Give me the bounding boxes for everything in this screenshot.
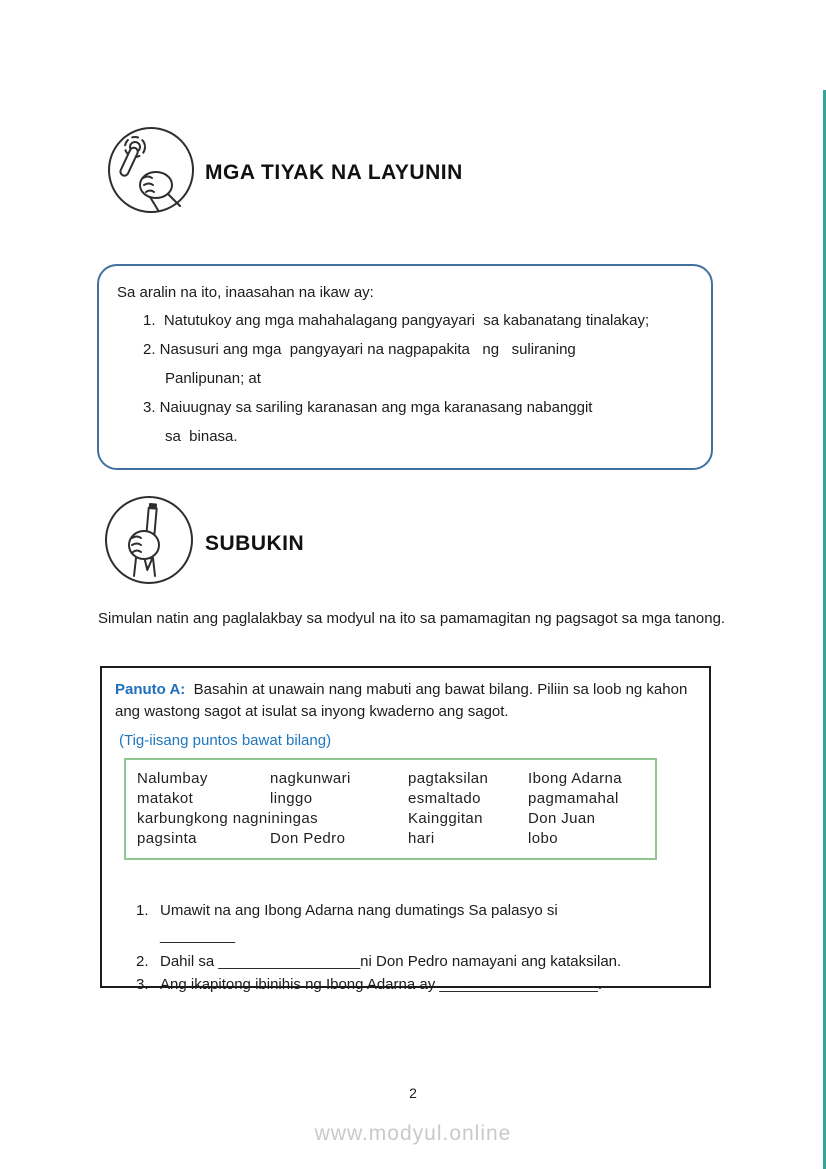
word-bank-cell: Don Pedro: [270, 830, 346, 847]
panuto-instruction-text: Basahin at unawain nang mabuti ang bawat bilang. Piliin sa loob ng kahon ang wastong sagot at isulat sa inyong kwaderno ang sagot.: [115, 681, 692, 720]
word-bank-cell: hari: [408, 830, 435, 847]
panuto-box: [100, 666, 711, 993]
word-bank: [124, 758, 657, 860]
item-text: Nasusuri ang mga pangyayari na nagpapakita ng suliraning: [155, 341, 576, 358]
questions-list: [115, 900, 697, 995]
word-bank-cell: Kainggitan: [408, 810, 483, 827]
item-text: Naiuugnay sa sariling karanasan ang mga karanasang nabanggit: [155, 399, 593, 416]
word-bank-row: [137, 769, 655, 789]
item-number: 3.: [143, 399, 156, 416]
objective-item-2-cont: Panlipunan; at: [165, 370, 261, 387]
objective-item-2: [117, 341, 695, 359]
objective-item-1: [117, 312, 695, 330]
watermark: www.modyul.online: [314, 1122, 512, 1145]
item-text: Natutukoy ang mga mahahalagang pangyayari sa kabanatang tinalakay;: [155, 312, 650, 329]
subukin-heading: SUBUKIN: [205, 532, 305, 555]
objectives-intro: Sa aralin na ito, inaasahan na ikaw ay:: [117, 284, 374, 301]
page-number: 2: [409, 1085, 417, 1101]
word-bank-cell: pagtaksilan: [408, 770, 489, 787]
hand-pencil-icon: [103, 494, 195, 586]
word-bank-row: [137, 829, 655, 849]
word-bank-cell: matakot: [137, 790, 194, 807]
word-bank-cell: karbungkong nagniningas: [137, 810, 319, 827]
objectives-heading: MGA TIYAK NA LAYUNIN: [205, 161, 463, 184]
item-number: 2.: [143, 341, 156, 358]
objective-item-3: [117, 399, 695, 417]
question-number: 2.: [136, 953, 149, 970]
word-bank-cell: Ibong Adarna: [528, 770, 623, 787]
objective-item-3-cont: sa binasa.: [165, 428, 238, 445]
subukin-intro: Simulan natin ang paglalakbay sa modyul na ito sa pamamagitan ng pagsagot sa mga tanong.: [98, 610, 726, 627]
word-bank-cell: lobo: [528, 830, 558, 847]
points-note: (Tig-iisang puntos bawat bilang): [119, 732, 332, 749]
question-text: Umawit na ang Ibong Adarna nang dumatings Sa palasyo si: [160, 902, 558, 919]
objectives-box: [97, 264, 713, 470]
word-bank-cell: nagkunwari: [270, 770, 351, 787]
word-bank-cell: Nalumbay: [137, 770, 208, 787]
hand-press-icon: [106, 125, 196, 215]
word-bank-row: [137, 809, 655, 829]
question-blank-line: _________: [160, 927, 236, 944]
word-bank-cell: pagmamahal: [528, 790, 619, 807]
question-text: Dahil sa _________________ni Don Pedro namayani ang kataksilan.: [160, 953, 622, 970]
word-bank-cell: linggo: [270, 790, 313, 807]
word-bank-cell: esmaltado: [408, 790, 481, 807]
question-item: [136, 951, 697, 972]
question-item: [136, 974, 697, 995]
word-bank-cell: Don Juan: [528, 810, 596, 827]
panuto-instruction: [115, 679, 697, 723]
item-number: 1.: [143, 312, 156, 329]
question-number: 1.: [136, 902, 149, 919]
word-bank-row: [137, 789, 655, 809]
question-item: [136, 900, 697, 921]
word-bank-cell: pagsinta: [137, 830, 197, 847]
panuto-label: Panuto A:: [115, 681, 186, 698]
question-text: Ang ikapitong ibinihis ng Ibong Adarna ay ___________________.: [160, 976, 603, 993]
question-number: 3.: [136, 976, 149, 993]
